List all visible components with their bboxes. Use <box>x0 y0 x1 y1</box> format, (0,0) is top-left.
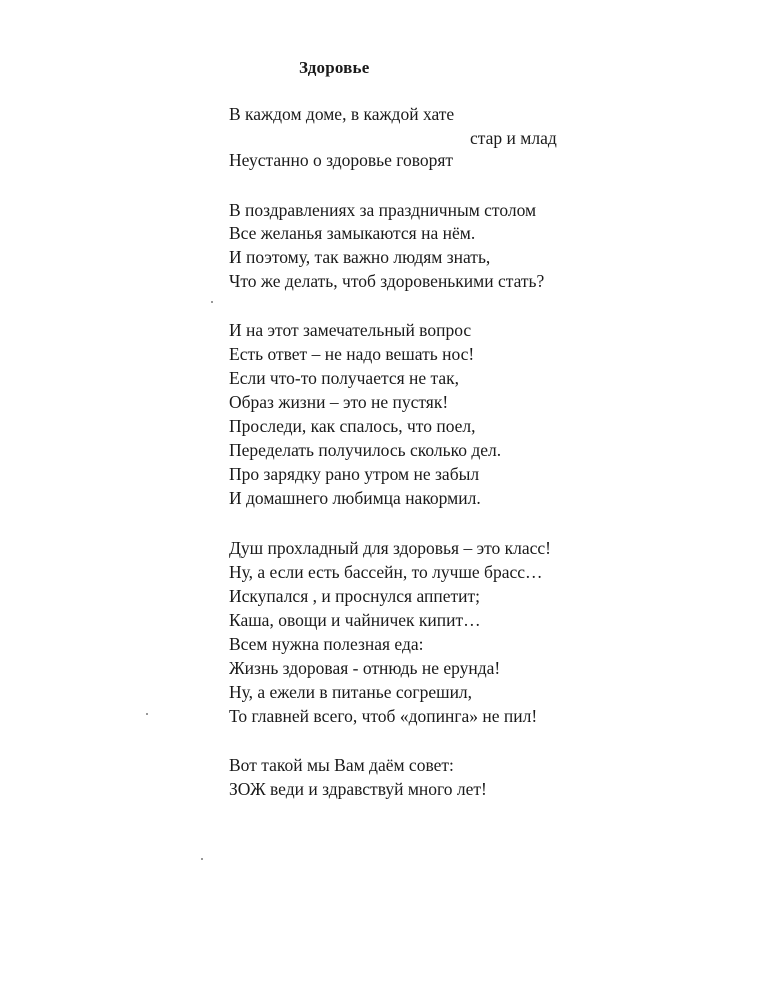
poem-line: Переделать получилось сколько дел. <box>229 440 502 460</box>
poem-line: Все желанья замыкаются на нём. <box>229 223 476 243</box>
poem-line: Если что-то получается не так, <box>229 368 460 388</box>
scan-speck <box>211 301 213 303</box>
poem-line: Вот такой мы Вам даём совет: <box>229 755 454 775</box>
poem-line: В поздравлениях за праздничным столом <box>229 200 537 220</box>
poem-line: Что же делать, чтоб здоровенькими стать? <box>229 271 545 291</box>
poem-line: ЗОЖ веди и здравствуй много лет! <box>229 779 487 799</box>
poem-line: Жизнь здоровая - отнюдь не ерунда! <box>229 658 501 678</box>
poem-line: В каждом доме, в каждой хате <box>229 104 455 124</box>
poem-line: Душ прохладный для здоровья – это класс! <box>229 538 552 558</box>
poem-line: Искупался , и проснулся аппетит; <box>229 586 481 606</box>
poem-line: Проследи, как спалось, что поел, <box>229 416 476 436</box>
poem-line: Неустанно о здоровье говорят <box>229 150 454 170</box>
poem-line: Ну, а ежели в питанье согрешил, <box>229 682 473 702</box>
poem-title: Здоровье <box>299 58 370 77</box>
poem-line: Каша, овощи и чайничек кипит… <box>229 610 481 630</box>
scan-speck <box>201 858 203 860</box>
poem-line: И на этот замечательный вопрос <box>229 320 472 340</box>
poem-line: Про зарядку рано утром не забыл <box>229 464 480 484</box>
poem-line: Ну, а если есть бассейн, то лучше брасс… <box>229 562 543 582</box>
poem-line: Всем нужна полезная еда: <box>229 634 424 654</box>
poem-line: Образ жизни – это не пустяк! <box>229 392 449 412</box>
poem-line: То главней всего, чтоб «допинга» не пил! <box>229 706 538 726</box>
poem-line: стар и млад <box>470 128 557 148</box>
scan-speck <box>146 713 148 715</box>
poem-line: Есть ответ – не надо вешать нос! <box>229 344 475 364</box>
poem-line: И поэтому, так важно людям знать, <box>229 247 491 267</box>
poem-line: И домашнего любимца накормил. <box>229 488 481 508</box>
